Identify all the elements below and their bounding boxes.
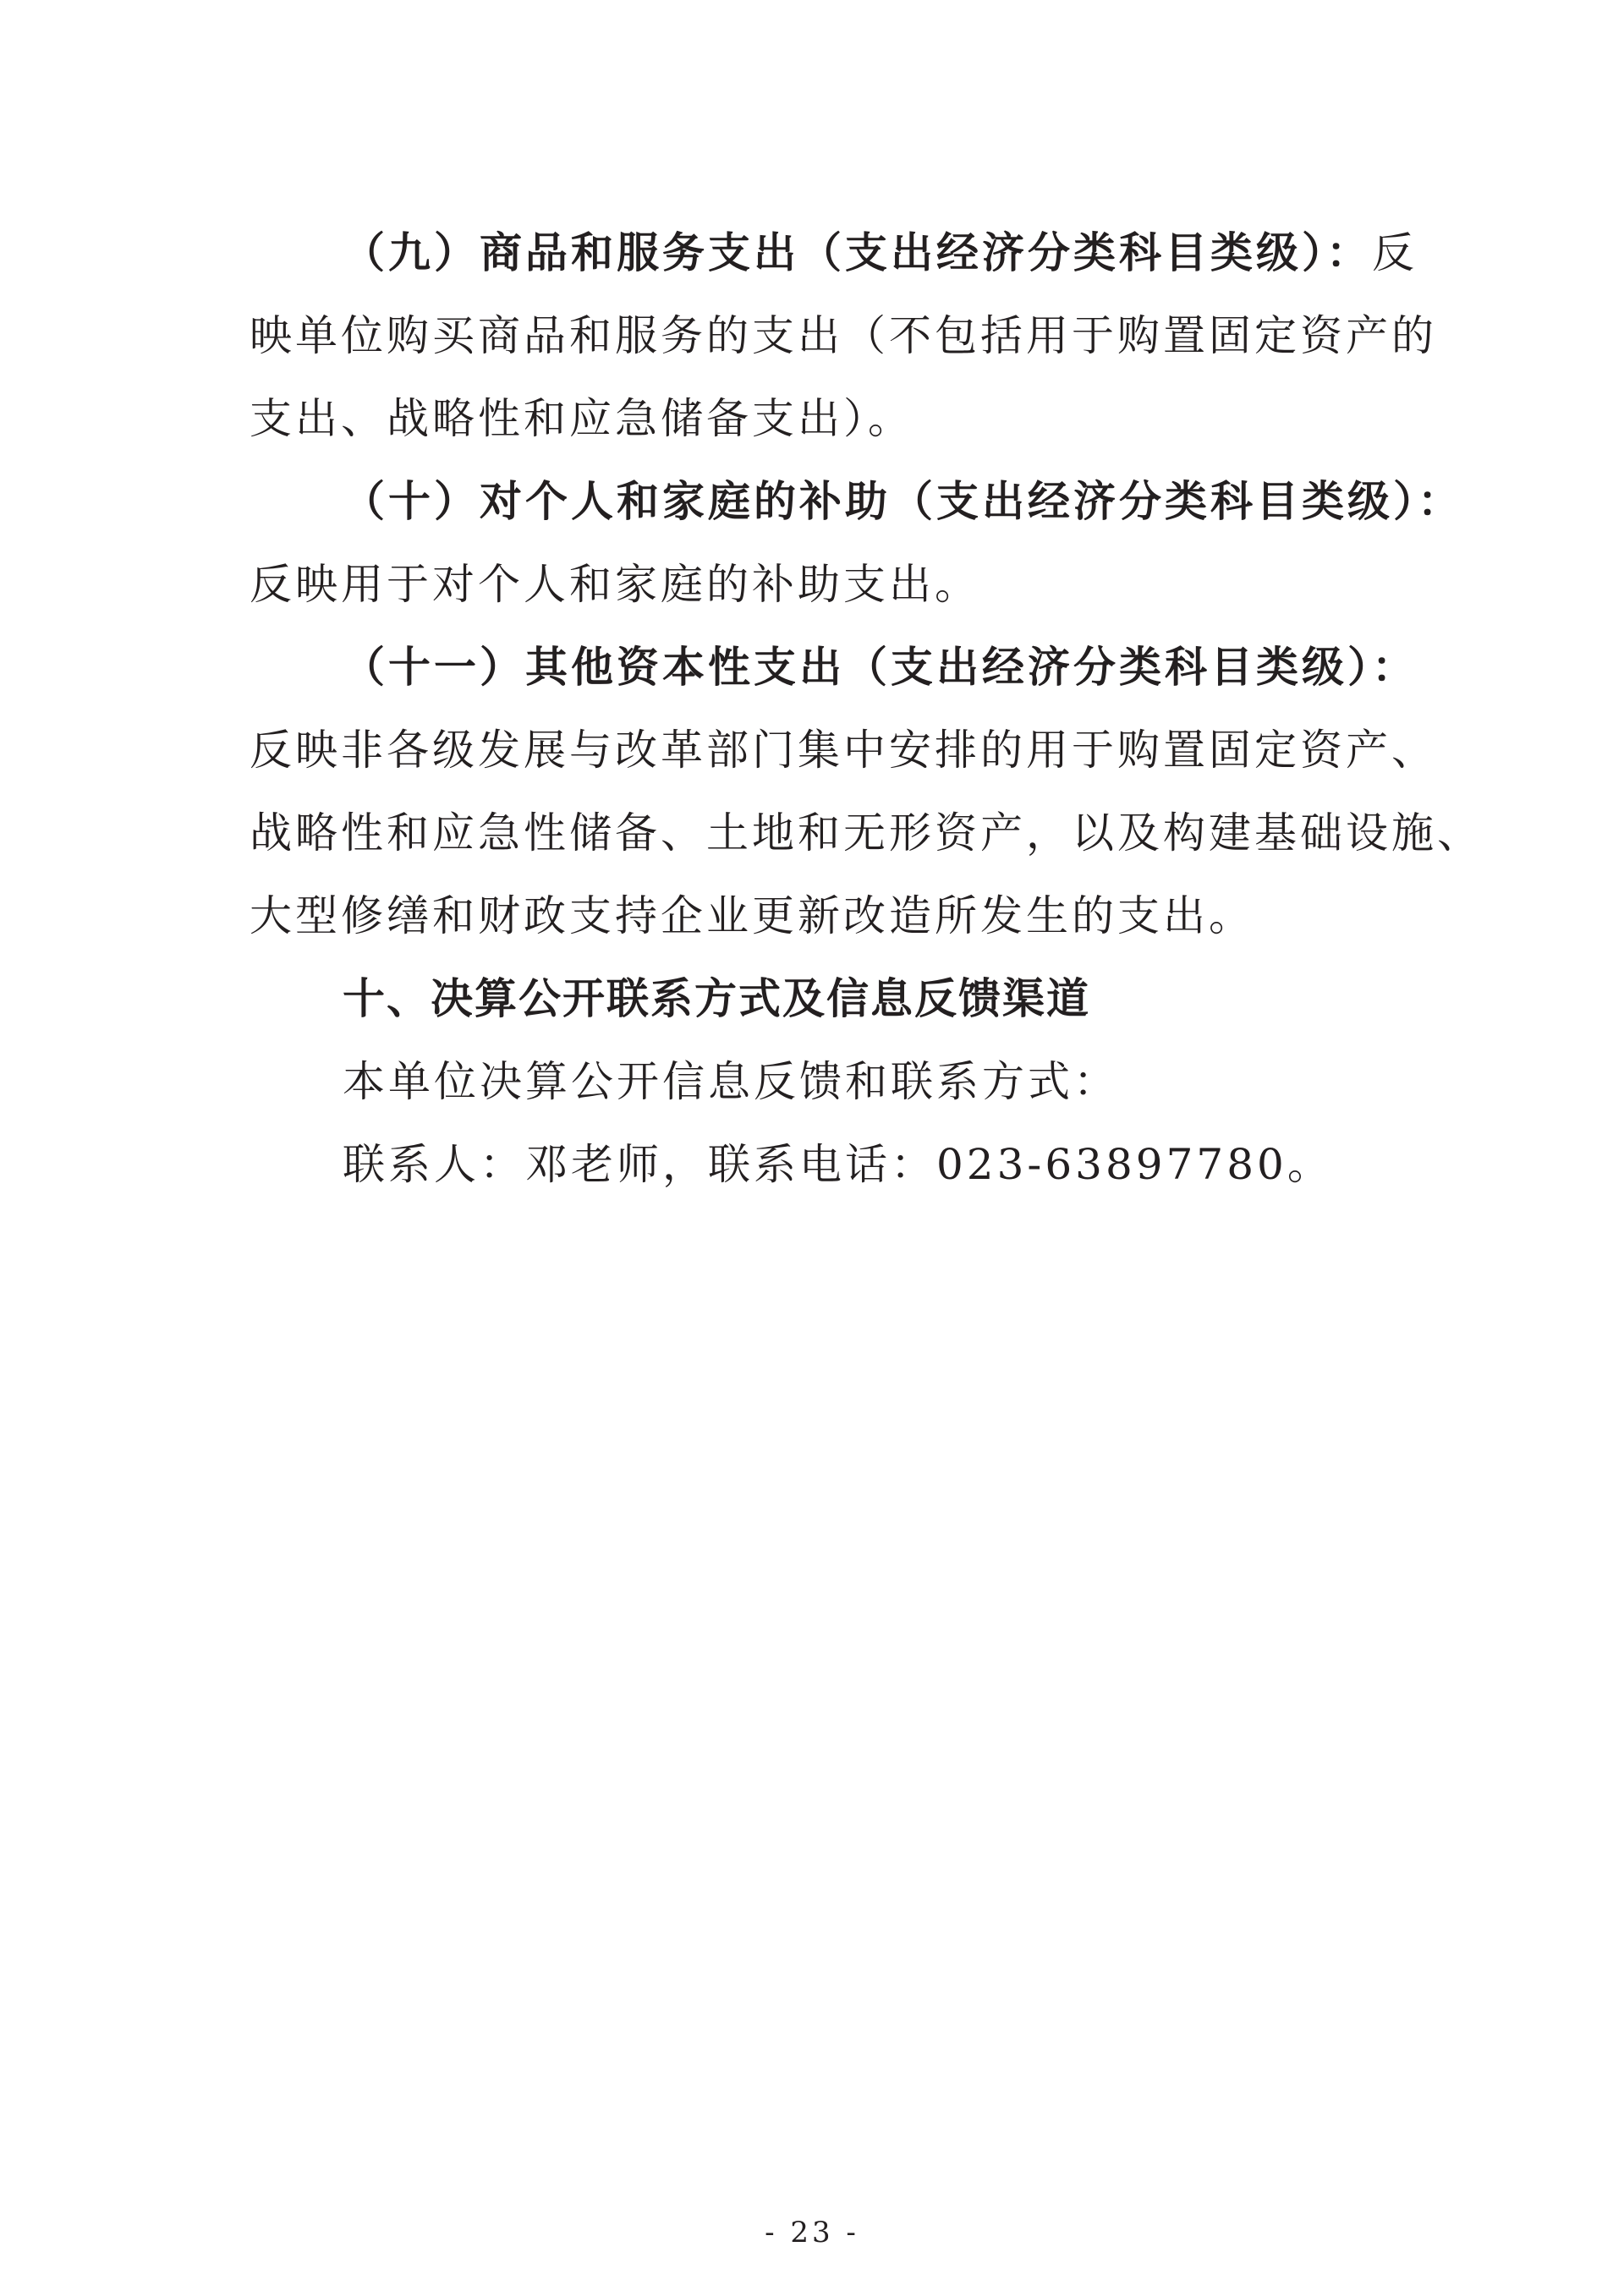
- section10-contact: 联系人：邓老师，联系电话：023-63897780。: [343, 1140, 1333, 1189]
- item11-line2: 反映非各级发展与改革部门集中安排的用于购置固定资产、: [250, 726, 1437, 775]
- item9-line2: 映单位购买商品和服务的支出（不包括用于购置固定资产的: [250, 311, 1437, 360]
- item10-line2: 反映用于对个人和家庭的补助支出。: [250, 560, 980, 609]
- page-number: - 23 -: [765, 2216, 859, 2249]
- document-body: [250, 211, 1483, 1206]
- section10-title: 十、决算公开联系方式及信息反馈渠道: [343, 974, 1090, 1023]
- section10-intro: 本单位决算公开信息反馈和联系方式：: [343, 1057, 1119, 1106]
- item10-line1: [250, 460, 1463, 543]
- item11-line4: 大型修缮和财政支持企业更新改造所发生的支出。: [250, 891, 1254, 940]
- item9-text-start: 反: [1372, 228, 1418, 277]
- item9-heading: （九）商品和服务支出（支出经济分类科目类级）：: [343, 227, 1372, 277]
- item9-line1: [250, 211, 1418, 294]
- item10-heading: （十）对个人和家庭的补助（支出经济分类科目类级）：: [343, 476, 1463, 526]
- item11-line1: [250, 626, 1418, 709]
- item11-heading: （十一）其他资本性支出（支出经济分类科目类级）：: [343, 642, 1418, 692]
- item9-line3: 支出、战略性和应急储备支出）。: [250, 394, 914, 443]
- item11-line3: 战略性和应急性储备、土地和无形资产，以及构建基础设施、: [250, 808, 1483, 858]
